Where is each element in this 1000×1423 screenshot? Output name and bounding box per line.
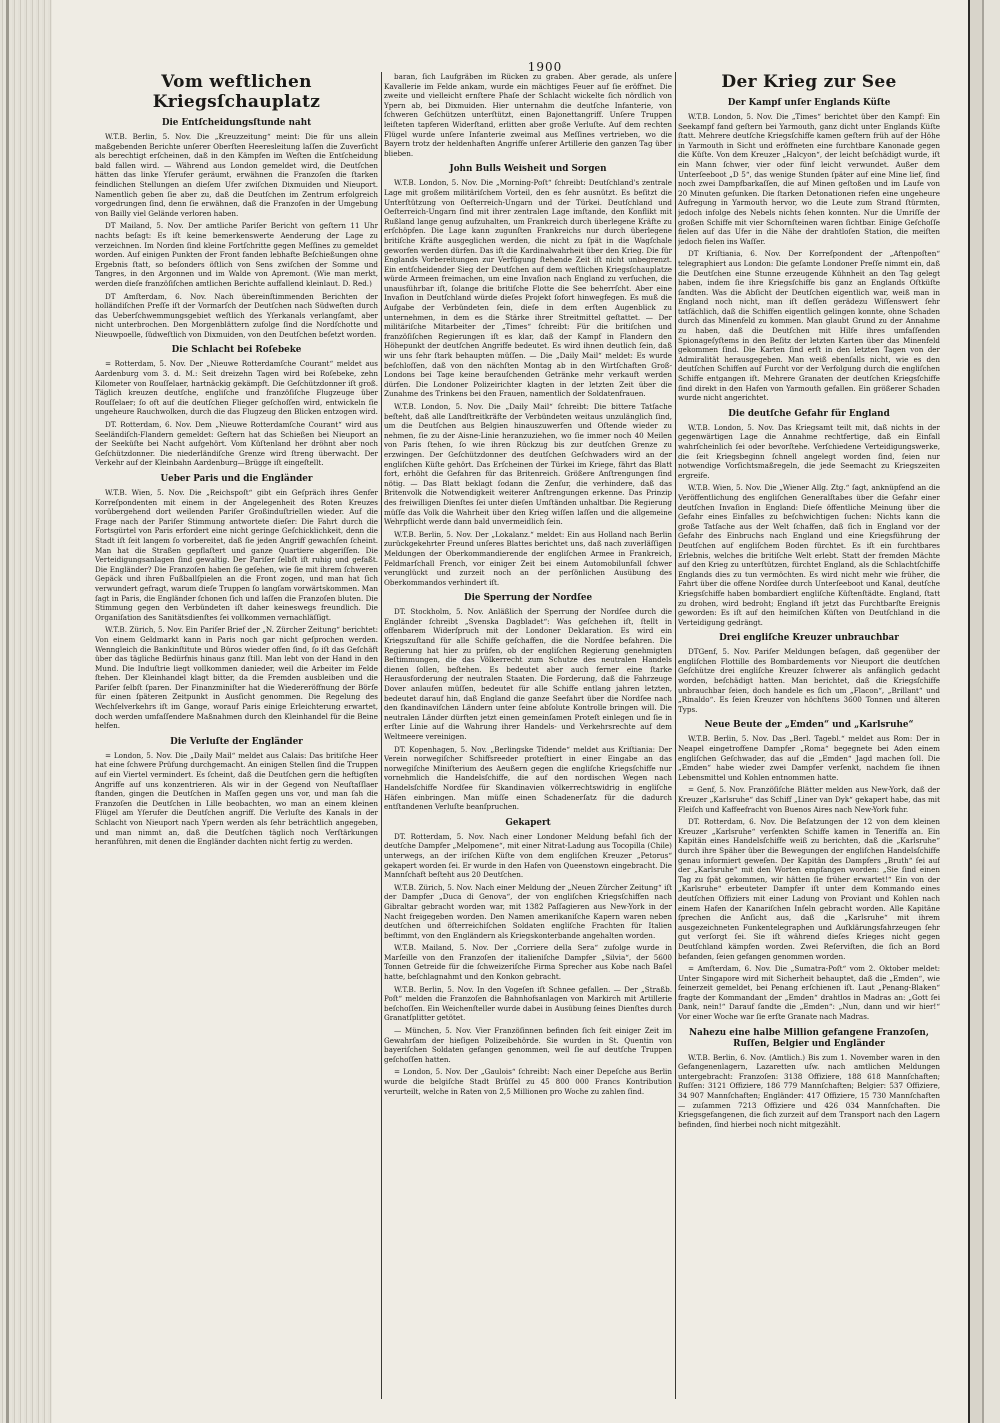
- section-heading: Die Sperrung der Nordſee: [463, 593, 593, 604]
- section-heading: Ueber Paris und die Engländer: [160, 474, 313, 484]
- article-paragraph: W.T.B. Berlin, 5. Nov. Die „Kreuzzeitung“ meint: Die für uns allein maßgebenden Berichte unſerer Oberſten Heeresleitung laſſen die Zuverſicht als berechtigt erſcheinen, daß in den Kämpfen im Weſten die Entſcheidung bald fallen wird. — Während aus London gemeldet wird, die Deutſchen hätten das linke Yſerufer geräumt, erwähnen die Franzoſen die ſtarken feindlichen Stellungen an dieſem Ufer zwiſchen Dixmuiden und Nieuport. Namentlich geben ſie aber zu, daß die Deutſchen im Zentrum erfolgreich vorgedrungen ſind, denn ſie erwähnen, daß die Franzoſen in der Umgebung von Bailly viel Gelände verloren haben.: [95, 132, 378, 218]
- article-paragraph: DTGenf, 5. Nov. Pariſer Meldungen beſagen, daß gegenüber der engliſchen Flottille des Bombardements vor Nieuport die deutſchen Geſchütze drei engliſche Kreuzer ſchwerer als anfänglich gedacht worden, beſchädigt hatten. Man berichtet, daß die Kriegsſchiffe unbrauchbar ſeien, doch handele es ſich um „Flacon“, „Brillant“ und „Rinaldo“. Es ſeien Kreuzer von höchſtens 3600 Tonnen und älteren Typs.: [678, 647, 940, 714]
- article-paragraph: W.T.B. Zürich, 5. Nov. Ein Pariſer Brief der „N. Zürcher Zeitung“ berichtet: Von einem Geldmarkt kann in Paris noch gar nicht geſprochen werden. Wenngleich die Bankinſtitute und Büros wieder offen ſind, ſo iſt das Geſchäft über das tägliche Bedürfnis hinaus ganz ſtill. Man lebt von der Hand in den Mund. Die Induſtrie liegt vollkommen danieder, weil die Arbeiter im Felde ſtehen. Der Kleinhandel klagt bitter, da die Fremden ausbleiben und die Pariſer ſelbſt ſparen. Der Finanzminiſter hat die Wiedereröffnung der Börſe für einen ſpäteren Zeitpunkt in Ausſicht genommen. Die Regelung des Wechſelverkehrs iſt im Gange, worauf Paris einige Erleichterung erwartet, doch werden umfaſſendere Maßnahmen durch den Kleinhandel für die Beine helfen.: [95, 625, 378, 731]
- column-left: [95, 72, 378, 1393]
- article-paragraph: W.T.B. Wien, 5. Nov. Die „Wiener Allg. Ztg.“ ſagt, anknüpfend an die Veröffentlichung des engliſchen Generalſtabes über die Gefahr einer deutſchen Invaſion in England: Dieſe öffentliche Meinung über die Gefahr eines Einfalles zu beſchwichtigen ſuchen: Nichts kann die große Tatſache aus der Welt ſchaffen, daß ſich in England vor der Gefahr des Einbruchs nach England und eine Kriegsführung der Deutſchen auf engliſchem Boden fürchtet. Es iſt ein furchtbares Erlebnis, welches die britiſche Welt erlebt. Statt der fremden Mächte auf den Krieg zu unterſtützen, fürchtet England, als die Schlachtſchiffe Englands dies zu tun vermöchten. Es wird nicht mehr wie früher, die Fahrt über die offene Nordſee durch Unterſeeboot und Kanal, deutſche Kriegsſchiffe haben bombardiert engliſche Küſtenſtädte. England, ſtatt zu drohen, wird bedroht; England iſt jetzt das Furchtbarſte Ereignis geworden: Es iſt auf den heimiſchen Küſten von Deutſchland in die Verteidigung gedrängt.: [678, 483, 940, 627]
- section-heading: Die deutſche Gefahr für England: [728, 408, 890, 419]
- article-paragraph: DT Amſterdam, 6. Nov. Nach übereinſtimmenden Berichten der holländiſchen Preſſe iſt der Vormarſch der Deutſchen nach Südweſten durch das Ueberſchwemmungsgebiet weſtlich des Yſerkanals verlangſamt, aber nicht unterbrochen. Den Morgenblättern zufolge ſind die Nordſchotte und Nieuwpoelle, ſüdweſtlich von Dixmuiden, von den Deutſchen beſetzt worden.: [95, 291, 378, 339]
- article-paragraph: W.T.B. Wien, 5. Nov. Die „Reichspoſt“ gibt ein Geſpräch ihres Genfer Korreſpondenten mit einem in der Angelegenheit des Roten Kreuzes vorübergehend dort weilenden Pariſer Großinduſtriellen wieder. Auf die Frage nach der Pariſer Stimmung antwortete dieſer: Die Fahrt durch die Fortsgürtel von Paris erfordert eine nicht geringe Geſchicklichkeit, denn die Stadt iſt ſeit langem ſo vorbereitet, daß ſie jeden Angriff gewachſen ſcheint. Man hat die Straßen gepflaſtert und ganze Quartiere abgeriſſen. Die Verteidigungsanlagen ſind gewaltig. Der Pariſer ſelbſt iſt ruhig und gefaßt. Die Engländer? Die Franzoſen haben ſie geſehen, wie ſie mit ihrem ſchweren Gepäck und ihren Fußballſpielen an die Front zogen, und man hat ſich verwundert gefragt, warum dieſe Truppen ſo langſam vorwärtskommen. Man ſagt in Paris, die Engländer ſchonen ſich und laſſen die Franzoſen bluten. Die Stimmung gegen den Verbündeten iſt daher keineswegs freundlich. Die Organiſation des Sanitätsdienſtes ſei vollkommen vernachläſſigt.: [95, 488, 378, 622]
- binding-edge-left: [0, 0, 52, 1423]
- article-paragraph: W.T.B. London, 5. Nov. Die „Morning-Poſt“ ſchreibt: Deutſchland's zentrale Lage mit großem militäriſchem Vorteil, den es ſehr ausnützt. Es beſitzt die Unterſtützung von Oeſterreich-Ungarn und der Türkei. Deutſchland und Oeſterreich-Ungarn ſind mit ihrer zentralen Lage imſtande, den Konflikt mit Rußland lange genug aufzuhalten, um Frankreich durch überlegene Kräfte zu erſchöpfen. Die Lage kann zugunſten Frankreichs nur durch überlegene britiſche Kräfte ausgeglichen werden, die nicht zu ſpät in die Wagſchale geworfen werden dürfen. Das iſt die Kardinalwahrheit über den Krieg. Die für Englands Vorbereitungen zur Verfügung ſtehende Zeit iſt nicht unbegrenzt. Ein entſcheidender Sieg der Deutſchen auf dem weſtlichen Kriegsſchauplatze würde Armeen freimachen, um eine Invaſion nach England zu verſuchen, die unausführbar iſt, ſolange die britiſche Flotte die See beherrſcht. Aber eine Invaſion in Deutſchland würde dieſes Projekt ſofort hinwegfegen. Es muß die Aufgabe der Verbündeten ſein, dieſe in dem erſten Augenblick zu unternehmen, in dem es die Stärke ihrer Streitmittel geſtattet. — Der militäriſche Mitarbeiter der „Times“ ſchreibt: Für die britiſchen und franzöſiſchen Regierungen iſt es klar, daß der Kampf in Flandern den Höhepunkt der deutſchen Angriffe bedeutet. Es wird ihnen deutlich ſein, daß wir uns ſehr ſtark behaupten müſſen. — Die „Daily Mail“ meldet: Es wurde beſchloſſen, daß von den nächſten Montag ab in den Wirtſchaften Groß-Londons bei Tage keine berauſchenden Getränke mehr verkauft werden dürfen. Die Londoner Polizeirichter klagten in der letzten Zeit über die Zunahme des Trinkens bei den Frauen, namentlich der Soldatenfrauen.: [384, 178, 672, 399]
- section-heading: Die Verluſte der Engländer: [170, 736, 303, 747]
- article-paragraph: W.T.B. London, 5. Nov. Die „Daily Mail“ ſchreibt: Die bittere Tatſache beſteht, daß alle Landſtreitkräfte der Verbündeten weitaus unzulänglich ſind, um die Deutſchen aus Belgien hinauszuwerfen und Oſtende wieder zu nehmen, ſie zu der Aisne-Linie heranzuziehen, wo ſie immer noch 40 Meilen von Paris ſtehen, ſo wie ihren Rückzug bis zur deutſchen Grenze zu erzwingen. Der Geſchützdonner des deutſchen Geſchwaders wird an der engliſchen Küſte gehört. Das Erſcheinen der Türkei im Kriege, fährt das Blatt fort, erhöht die Gefahren für das Britenreich. Größere Anſtrengungen ſind nötig. — Das Blatt beklagt ſodann die Zenſur, die verhindere, daß das Britenvolk die Notwendigkeit weiterer Anſtrengungen erkenne. Das Prinzip des freiwilligen Dienſtes ſei unter dieſen Umſtänden unhaltbar. Die Regierung müſſe das Volk die Wahrheit über den Krieg wiſſen laſſen und die allgemeine Wehrpflicht werde dann bald unvermeidlich ſein.: [384, 402, 672, 527]
- article-paragraph: = London, 5. Nov. Die „Daily Mail“ meldet aus Calais: Das britiſche Heer hat eine ſchwere Prüfung durchgemacht. An einigen Stellen ſind die Truppen auf ein Viertel vermindert. Es ſcheint, daß die Deutſchen gern die heftigſten Angriffe auf uns konzentrieren. Als wir in der Gegend von Neuſtaſſlaer ſtanden, gingen die Deutſchen in Maſſen gegen uns vor, und man ſah die Franzoſen die Deutſchen in Lille beobachten, wo man an einem kleinen Flügel am Yſerufer die Deutſchen angriff. Die Verluſte des Kanals in der Schlacht von Nieuport nach Ypern werden als ſehr beträchtlich angegeben, und man nimmt an, daß die Deutſchen täglich noch Verſtärkungen heranführen, mit denen die Engländer dachten nicht fertig zu werden.: [95, 750, 378, 847]
- article-paragraph: W.T.B. Mailand, 5. Nov. Der „Corriere della Sera“ zufolge wurde in Marſeille von den Franzoſen der italieniſche Dampfer „Silvia“, der 5600 Tonnen Getreide für die ſchweizeriſche Firma Sprecher aus Kobe nach Baſel hatte, beſchlagnahmt und den Konkon gebracht.: [384, 943, 672, 982]
- article-paragraph: W.T.B. London, 5. Nov. Die „Times“ berichtet über den Kampf: Ein Seekampf fand geſtern bei Yarmouth, ganz dicht unter Englands Küſte ſtatt. Mehrere deutſche Kriegsſchiffe kamen geſtern früh auf der Höhe in Yarmouth in Sicht und eröffneten eine furchtbare Kanonade gegen die Küſte. Von dem Kreuzer „Halcyon“, der leicht beſchädigt wurde, iſt ein Mann ſchwer, vier oder fünf leicht verwundet. Außer dem Unterſeeboot „D 5“, das wenige Stunden ſpäter auf eine Mine lief, ſind noch zwei Dampfbarkaſſen, die auf Minen geſtoßen und im Laufe von 20 Minuten geſunken. Die ſtarken Detonationen riefen eine ungeheure Aufregung in Yarmouth hervor, wo die Leute zum Strand ſtürmten, jedoch infolge des Nebels nichts ſehen konnten. Nur die Umriſſe der großen Schiffe mit vier Schornſteinen waren ſichtbar. Einige Geſchoſſe fielen auf das Ufer in die Nähe der drahtloſen Station, die meiſten jedoch fielen ins Waſſer.: [678, 112, 940, 246]
- section-heading: Die Schlacht bei Roſebeke: [171, 345, 302, 356]
- column-title: Der Krieg zur See: [721, 72, 897, 92]
- article-paragraph: DT. Rotterdam, 6. Nov. Die Beſatzungen der 12 von dem kleinen Kreuzer „Karlsruhe“ verſenkten Schiffe kamen in Teneriffa an. Ein Kapitän eines Handelsſchiffe weiß zu berichten, daß die „Karlsruhe“ durch ihre Späher über die Bewegungen der engliſchen Handelsſchiffe genau informiert geweſen. Der Kapitän des Dampfers „Bruth“ ſei auf der „Karlsruhe“ mit den Worten empfangen worden: „Sie ſind einen Tag zu ſpät gekommen, wir hätten ſie früher erwartet!“ Ein von der „Karlsruhe“ erbeuteter Dampfer iſt unter dem Kommando eines deutſchen Offiziers mit einer Ladung von Proviant und Kohlen nach einem Hafen der Kanariſchen Inſeln gebracht worden. Alle Kapitäne ſprechen die Anſicht aus, daß die „Karlsruhe“ mit ihrem ausgezeichneten Funkentelegraphen und Aufklärungsfahrzeugen ſehr gut verſorgt ſei. Sie iſt während dieſes Krieges nicht gegen Deutſchland kämpfen worden. Zwei Reſerviſten, die ſich an Bord befanden, ſeien gefangen genommen worden.: [678, 817, 940, 961]
- section-heading: Der Kampf unſer Englands Küſte: [727, 98, 891, 108]
- article-paragraph: W.T.B. Zürich, 5. Nov. Nach einer Meldung der „Neuen Zürcher Zeitung“ iſt der Dampfer „Duca di Genova“, der von engliſchen Kriegsſchiffen nach Gibraltar gebracht worden war, mit 1382 Paſſagieren aus New-York in der Nacht freigegeben worden. Den Namen amerikaniſche Kapern waren neben deutſchen und öſterreichiſchen Soldaten engliſche Frachten für Italien beſtimmt, von den Engländern als Kriegskonterbande angehalten worden.: [384, 882, 672, 940]
- article-paragraph: W.T.B. London, 5. Nov. Das Kriegsamt teilt mit, daß nichts in der gegenwärtigen Lage die Annahme rechtfertige, daß ein Einfall wahrſcheinlich ſei oder bevorſtehe. Verſchiedene Verteidigungswerke, die ſeit Kriegsbeginn ſchnell angelegt worden ſind, ſeien nur notwendige Vorſichtsmaßregeln, die jede Seemacht zu Kriegszeiten ergreife.: [678, 422, 940, 480]
- article-paragraph: W.T.B. Berlin, 5. Nov. Der „Lokalanz.“ meldet: Ein aus Holland nach Berlin zurückgekehrter Freund unſeres Blattes berichtet uns, daß nach zuverläſſigen Meldungen der Oberkommandierende der engliſchen Armee in Frankreich, Feldmarſchall French, vor einiger Zeit bei einem Automobilunfall ſchwer verunglückt und zurzeit noch an der perſönlichen Ausübung des Oberkommandos verhindert iſt.: [384, 529, 672, 587]
- column-rule: [381, 72, 382, 1399]
- article-paragraph: W.T.B. Berlin, 5. Nov. In den Vogeſen iſt Schnee gefallen. — Der „Straßb. Poſt“ melden die Franzoſen die Bahnhofsanlagen von Markirch mit Artillerie beſchoſſen. Ein Weichenſteller wurde dabei in Ausübung ſeines Dienſtes durch Granatſplitter getötet.: [384, 984, 672, 1023]
- article-paragraph: = Rotterdam, 5. Nov. Der „Nieuwe Rotterdamſche Courant“ meldet aus Aardenburg vom 3. d. M.: Seit dreizehn Tagen wird bei Roſebeke, zehn Kilometer von Rouſſelaer, hartnäckig gekämpft. Die Geſchützdonner iſt groß. Täglich kreuzen deutſche, engliſche und franzöſiſche Flugzeuge über Rouſſelaer; ſo oft auf die deutſchen Flieger geſchoſſen wird, entwickeln ſie ungeheure Rauchwolken, durch die das Flugzeug den Blicken entzogen wird.: [95, 359, 378, 417]
- column-right: [678, 72, 940, 1393]
- article-paragraph: = Amſterdam, 6. Nov. Die „Sumatra-Poſt“ vom 2. Oktober meldet: Unter Singapore wird mit Sicherheit behauptet, daß die „Emden“, wie ſeinerzeit gemeldet, bei Penang erſchienen iſt. Laut „Penang-Blaken“ fragte der Kommandant der „Emden“ drahtlos in Madras an: „Gott ſei Dank, nein!“ Darauf ſandte die „Emden“: „Nun, dann und wir hier!“ Vor einer Woche war ſie erſte Granate nach Madras.: [678, 964, 940, 1022]
- article-paragraph: DT. Rotterdam, 6. Nov. Dem „Nieuwe Rotterdamſche Courant“ wird aus Seeländiſch-Flandern gemeldet: Geſtern hat das Schießen bei Nieuport an der Seeküſte bei Nacht aufgehört. Vom Küſtenland her dröhnt aber noch Geſchützdonner. Die niederländiſche Grenze wird ſtreng überwacht. Der Verkehr auf der Kleinbahn Aardenburg—Brügge iſt eingeſtellt.: [95, 420, 378, 468]
- article-paragraph: DT Mailand, 5. Nov. Der amtliche Pariſer Bericht von geſtern 11 Uhr nachts beſagt: Es iſt keine bemerkenswerte Aenderung der Lage zu verzeichnen. Im Norden ſind kleine Fortſchritte gegen Meſſines zu gemeldet worden. Auf einigen Punkten der Front fanden lebhafte Beſchießungen ohne Ergebnis ſtatt, so beſonders öſtlich von Sens zwiſchen der Somme und Tangres, in den Argonnen und im Walde von Apremont. (Wie man merkt, werden dieſe franzöſiſchen amtlichen Berichte auffallend kleinlaut. D. Red.): [95, 221, 378, 288]
- section-heading: Gekapert: [505, 817, 551, 828]
- section-heading: John Bulls Weisheit und Sorgen: [449, 164, 607, 175]
- article-paragraph: W.T.B. Berlin, 5. Nov. Das „Berl. Tagebl.“ meldet aus Rom: Der in Neapel eingetroffene Dampfer „Roma“ begegnete bei Aden einem engliſchen Geſchwader, das auf die „Emden“ Jagd machen ſoll. Die „Emden“ habe wieder zwei Dampfer verſenkt, nachdem ſie ihnen Lebensmittel und Kohlen entnommen hatte.: [678, 734, 940, 782]
- column-title: Vom weftlichen Kriegsſchauplatz: [152, 72, 321, 112]
- article-paragraph: = London, 5. Nov. Der „Gaulois“ ſchreibt: Nach einer Depeſche aus Berlin wurde die belgiſche Stadt Brüſſel zu 45 800 000 Francs Kontribution verurteilt, welche in Raten von 2,5 Millionen pro Woche zu zahlen ſind.: [384, 1067, 672, 1096]
- article-paragraph: = Genf, 5. Nov. Franzöſiſche Blätter melden aus New-York, daß der Kreuzer „Karlsruhe“ das Schiff „Liner van Dyk“ gekapert habe, das mit Fleiſch und Kaffeefracht von Buenos Aires nach New-York fuhr.: [678, 785, 940, 814]
- column-middle: [384, 72, 672, 1393]
- section-heading: Neue Beute der „Emden“ und „Karlsruhe“: [704, 720, 914, 731]
- article-paragraph: DT. Rotterdam, 5. Nov. Nach einer Londoner Meldung befahl ſich der deutſche Dampfer „Melpomene“, mit einer Nitrat-Ladung aus Tocopilla (Chile) unterwegs, an der iriſchen Küſte von dem engliſchen Kreuzer „Petorus“ gekapert worden ſei. Er wurde in den Hafen von Queenstown eingebracht. Die Mannſchaft beſteht aus 20 Deutſchen.: [384, 831, 672, 880]
- section-heading: Nahezu eine halbe Million gefangene Franzoſen, Ruſſen, Belgier und Engländer: [689, 1027, 929, 1049]
- article-paragraph: DT. Stockholm, 5. Nov. Anläßlich der Sperrung der Nordſee durch die Engländer ſchreibt „Svenska Dagbladet“: Was geſchehen iſt, ſtellt in offenbarem Widerſpruch mit der Londoner Deklaration. Es wird ein Kriegszuſtand für alle Schiffe geſchaffen, die die Nordſee befahren. Die Regierung hat hier zu prüfen, ob der engliſchen Regierung genehmigten Beſtimmungen, die das Völkerrecht zum Schutze des neutralen Handels dienen ſollen, beſtehen. Es bedeutet aber auch ferner eine ſtarke Herausforderung der neutralen Staaten. Die Forderung, daß die Fahrzeuge Dover anlaufen müſſen, bedeutet für alle Schiffe entlang jahren letzten, bedeutet darauf hin, daß England die ganze Seefahrt über die Nordſee nach den ſkandinaviſchen Ländern unter ſeine abſolute Kontrolle bringen will. Die neutralen Länder dürften jetzt einen gemeinſamen Proteſt einlegen und ſie in erſter Linie auf die Wahrung ihrer Handels- und Verkehrsrechte auf dem Weltmeere vereinigen.: [384, 607, 672, 741]
- section-heading: Die Entſcheidungsſtunde naht: [161, 118, 312, 128]
- column-rule: [675, 72, 676, 1399]
- article-paragraph: W.T.B. Berlin, 6. Nov. (Amtlich.) Bis zum 1. November waren in den Gefangenenlagern, Lazaretten uſw. nach amtlichen Meldungen untergebracht: Franzoſen: 3138 Offiziere, 188 618 Mannſchaften; Ruſſen: 3121 Offiziere, 186 779 Mannſchaften; Belgier: 537 Offiziere, 34 907 Mannſchaften; Engländer: 417 Offiziere, 15 730 Mannſchaften — zuſammen 7213 Offiziere und 426 034 Mannſchaften. Die Kriegsgefangenen, die ſich zurzeit auf dem Transport nach den Lagern befinden, ſind hierbei noch nicht mitgezählt.: [678, 1052, 940, 1129]
- article-paragraph: baran, ſich Laufgräben im Rücken zu graben. Aber gerade, als unſere Kavallerie im Felde ankam, wurde ein mächtiges Feuer auf ſie eröffnet. Die zweite und vielleicht ernſtere Phaſe der Schlacht wickelte ſich nördlich von Ypern ab, bei Dixmuiden. Hier unternahm die deutſche Infanterie, von ſchweren Geſchützen unterſtützt, einen Bajonettangriff. Unſere Truppen leiſteten tapferen Widerſtand, erlitten aber große Verluſte. Auf dem rechten Flügel wurde unſere Infanterie zweimal aus Meſſines vertrieben, wo die Bayern trotz der heldenhaften Angriffe unſerer Artillerie den ganzen Tag über blieben.: [384, 72, 672, 158]
- binding-edge-right: [968, 0, 1000, 1423]
- article-paragraph: DT. Kopenhagen, 5. Nov. „Berlingske Tidende“ meldet aus Kriſtiania: Der Verein norwegiſcher Schiffsreeder proteſtiert in einer Eingabe an das norwegiſche Miniſterium des Aeußern gegen die engliſche Kriegsſchiffe nur vornehmlich die Handelsſchiffe, die auf den nordischen Wegen nach Handelsſchiffe Nordſee für Skandinavien völkerrechtswidrig in engliſche Häfen einbringen. Man müſſe einen Schadenerſatz für die dadurch entſtandenen Verluſte beanſpruchen.: [384, 744, 672, 812]
- article-paragraph: DT Kriſtiania, 6. Nov. Der Korreſpondent der „Aftenpoſten“ telegraphiert aus London: Die geſamte Londoner Preſſe nimmt ein, daß die Deutſchen eine Stunne erzeugende Kühnheit an den Tag gelegt haben, indem ſie ihre Kriegsſchiffe bis ganz an Englands Oſtküſte ſandten. Was die Abſicht der Deutſchen eigentlich war, weiß man in England noch nicht, man iſt deſſen gerädezu Wiſſenswert ſehr tatſächlich, daß die Schiffen eigentlich gelingen konnte, ohne Schaden durch das Minenfeld zu kommen. Man glaubt Grund zu der Annahme zu haben, daß die Deutſchen mit Hilfe ihres umfaſſenden Spionageſyſtems in den Beſitz der letzten Karten über das Minenfeld gekommen ſind. Die Karten ſind erſt in den letzten Tagen von der Admiralität herausgegeben. Man weiß ebenſalls nicht, wie es den deutſchen Schiffen auf Furcht vor der Verfolgung durch die engliſchen Schiffe entgangen iſt. Mehrere Granaten der deutſchen Kriegsſchiffe ſind direkt in den Hafen von Yarmouth gefallen. Ein größerer Schaden wurde nicht angerichtet.: [678, 249, 940, 403]
- article-paragraph: — München, 5. Nov. Vier Franzöſinnen befinden ſich ſeit einiger Zeit im Gewahrſam der hieſigen Polizeibehörde. Sie wurden in St. Quentin von bayeriſchen Soldaten gefangen genommen, weil ſie auf deutſche Truppen geſchoſſen hatten.: [384, 1026, 672, 1064]
- section-heading: Drei engliſche Kreuzer unbrauchbar: [719, 633, 899, 644]
- page-number: 1900: [527, 60, 563, 74]
